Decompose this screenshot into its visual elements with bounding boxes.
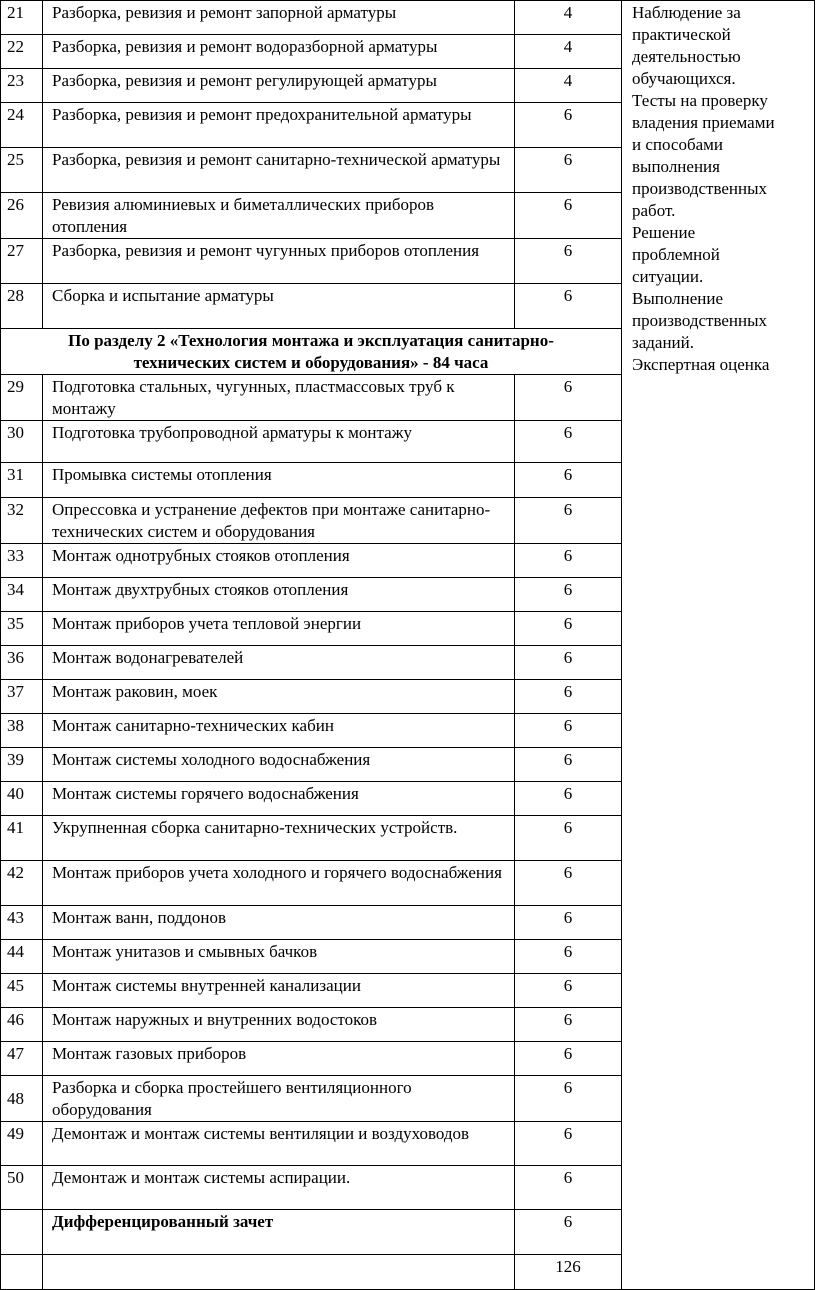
assessment-method-line: производственных (632, 311, 768, 330)
assessment-method-line: Решение (632, 223, 696, 242)
row-hours: 6 (515, 714, 622, 748)
assessment-method-line: деятельностью (632, 47, 741, 66)
row-hours: 6 (515, 375, 622, 421)
row-hours: 6 (515, 1122, 622, 1166)
row-topic: Разборка и сборка простейшего вентиляционного оборудования (43, 1076, 515, 1122)
row-number: 21 (1, 1, 43, 35)
credit-hours: 6 (515, 1210, 622, 1255)
assessment-method-line: Экспертная оценка (632, 355, 770, 374)
assessment-method-line: производственных (632, 179, 768, 198)
row-topic: Монтаж газовых приборов (43, 1042, 515, 1076)
row-number: 36 (1, 646, 43, 680)
row-hours: 4 (515, 35, 622, 69)
total-hours: 126 (515, 1255, 622, 1290)
row-number: 34 (1, 578, 43, 612)
section-header: По разделу 2 «Технология монтажа и эксплуатация санитарно-технических систем и оборудования» - 84 часа (1, 329, 622, 375)
row-hours: 6 (515, 816, 622, 861)
row-number: 43 (1, 906, 43, 940)
row-hours: 6 (515, 1166, 622, 1210)
row-hours: 6 (515, 1076, 622, 1122)
row-number: 23 (1, 69, 43, 103)
row-number: 27 (1, 239, 43, 284)
row-hours: 6 (515, 421, 622, 463)
assessment-method-line: и способами (632, 135, 724, 154)
row-hours: 6 (515, 148, 622, 193)
assessment-methods-cell (622, 1, 815, 1290)
row-topic: Монтаж унитазов и смывных бачков (43, 940, 515, 974)
row-topic: Демонтаж и монтаж системы аспирации. (43, 1166, 515, 1210)
row-topic: Монтаж приборов учета холодного и горячего водоснабжения (43, 861, 515, 906)
row-number: 24 (1, 103, 43, 148)
row-topic: Монтаж наружных и внутренних водостоков (43, 1008, 515, 1042)
row-topic: Разборка, ревизия и ремонт запорной арматуры (43, 1, 515, 35)
curriculum-table-body (1, 1, 815, 1290)
row-hours: 6 (515, 782, 622, 816)
row-hours: 6 (515, 861, 622, 906)
row-hours: 6 (515, 940, 622, 974)
assessment-method-line: работ. (632, 201, 676, 220)
row-hours: 6 (515, 1008, 622, 1042)
row-number: 25 (1, 148, 43, 193)
row-topic: Опрессовка и устранение дефектов при монтаже санитарно-технических систем и оборудования (43, 498, 515, 544)
row-number: 49 (1, 1122, 43, 1166)
row-hours: 6 (515, 612, 622, 646)
row-number: 39 (1, 748, 43, 782)
assessment-method-line: выполнения (632, 157, 720, 176)
row-hours: 6 (515, 284, 622, 329)
row-topic: Монтаж системы внутренней канализации (43, 974, 515, 1008)
row-number: 40 (1, 782, 43, 816)
row-hours: 6 (515, 463, 622, 498)
row-topic: Монтаж ванн, поддонов (43, 906, 515, 940)
row-topic: Монтаж однотрубных стояков отопления (43, 544, 515, 578)
row-hours: 6 (515, 193, 622, 239)
row-topic: Разборка, ревизия и ремонт чугунных приборов отопления (43, 239, 515, 284)
row-number: 22 (1, 35, 43, 69)
row-hours: 6 (515, 544, 622, 578)
row-hours: 6 (515, 680, 622, 714)
row-topic: Монтаж раковин, моек (43, 680, 515, 714)
row-topic: Сборка и испытание арматуры (43, 284, 515, 329)
credit-label: Дифференцированный зачет (43, 1210, 515, 1255)
row-topic: Монтаж системы холодного водоснабжения (43, 748, 515, 782)
row-hours: 4 (515, 1, 622, 35)
row-number: 35 (1, 612, 43, 646)
row-topic: Монтаж двухтрубных стояков отопления (43, 578, 515, 612)
assessment-method-line: проблемной (632, 245, 720, 264)
row-topic: Подготовка трубопроводной арматуры к монтажу (43, 421, 515, 463)
row-number: 47 (1, 1042, 43, 1076)
row-hours: 6 (515, 103, 622, 148)
row-topic: Ревизия алюминиевых и биметаллических приборов отопления (43, 193, 515, 239)
assessment-method-line: обучающихся. (632, 69, 736, 88)
row-number: 44 (1, 940, 43, 974)
row-number: 50 (1, 1166, 43, 1210)
row-topic: Монтаж приборов учета тепловой энергии (43, 612, 515, 646)
row-number: 41 (1, 816, 43, 861)
row-number: 33 (1, 544, 43, 578)
assessment-method-line: практической (632, 25, 731, 44)
row-topic: Промывка системы отопления (43, 463, 515, 498)
row-topic: Разборка, ревизия и ремонт регулирующей арматуры (43, 69, 515, 103)
row-number-empty (1, 1210, 43, 1255)
row-topic: Подготовка стальных, чугунных, пластмассовых труб к монтажу (43, 375, 515, 421)
row-topic: Демонтаж и монтаж системы вентиляции и воздуховодов (43, 1122, 515, 1166)
row-hours: 4 (515, 69, 622, 103)
row-number: 29 (1, 375, 43, 421)
row-number-empty (1, 1255, 43, 1290)
row-hours: 6 (515, 498, 622, 544)
row-number: 32 (1, 498, 43, 544)
row-topic: Разборка, ревизия и ремонт предохранительной арматуры (43, 103, 515, 148)
row-hours: 6 (515, 578, 622, 612)
row-number: 31 (1, 463, 43, 498)
row-number: 45 (1, 974, 43, 1008)
row-topic: Монтаж санитарно-технических кабин (43, 714, 515, 748)
row-number: 46 (1, 1008, 43, 1042)
row-number: 30 (1, 421, 43, 463)
row-hours: 6 (515, 1042, 622, 1076)
assessment-method-line: заданий. (632, 333, 694, 352)
row-number: 42 (1, 861, 43, 906)
table-row (1, 1, 815, 35)
row-number: 28 (1, 284, 43, 329)
assessment-method-line: ситуации. (632, 267, 704, 286)
row-hours: 6 (515, 646, 622, 680)
row-number: 48 (1, 1076, 43, 1122)
row-number: 38 (1, 714, 43, 748)
row-topic: Монтаж системы горячего водоснабжения (43, 782, 515, 816)
row-hours: 6 (515, 239, 622, 284)
row-hours: 6 (515, 748, 622, 782)
row-number: 37 (1, 680, 43, 714)
assessment-method-line: Наблюдение за (632, 3, 741, 22)
row-hours: 6 (515, 974, 622, 1008)
assessment-method-line: Выполнение (632, 289, 724, 308)
total-label-empty (43, 1255, 515, 1290)
row-topic: Разборка, ревизия и ремонт водоразборной арматуры (43, 35, 515, 69)
assessment-method-line: владения приемами (632, 113, 775, 132)
row-topic: Монтаж водонагревателей (43, 646, 515, 680)
row-topic: Укрупненная сборка санитарно-технических устройств. (43, 816, 515, 861)
row-topic: Разборка, ревизия и ремонт санитарно-технической арматуры (43, 148, 515, 193)
row-number: 26 (1, 193, 43, 239)
row-hours: 6 (515, 906, 622, 940)
assessment-method-line: Тесты на проверку (632, 91, 768, 110)
